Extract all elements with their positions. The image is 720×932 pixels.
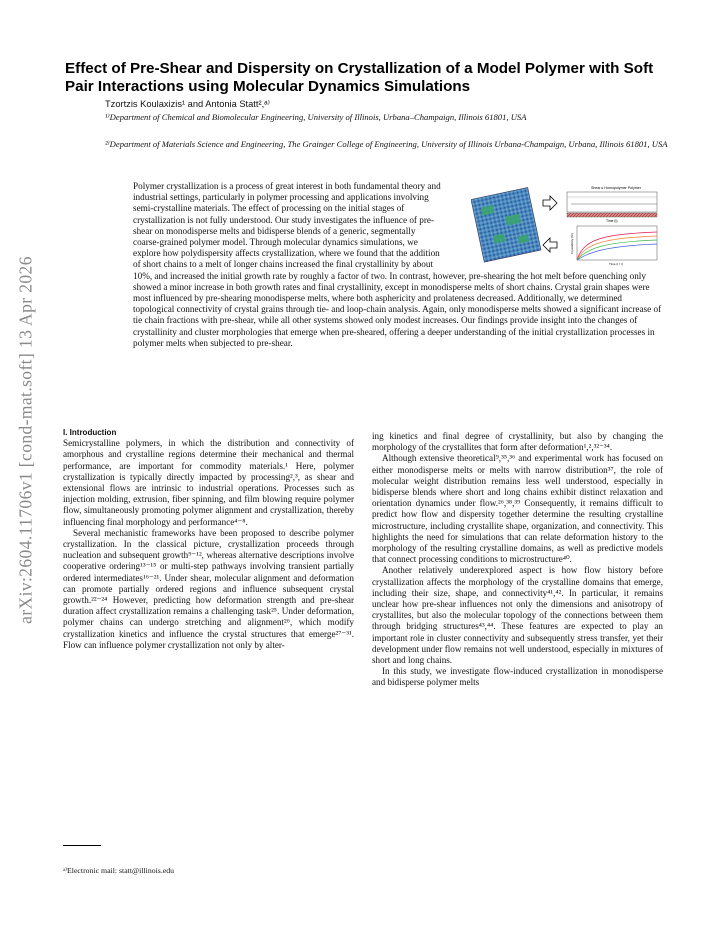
simulation-snapshot	[471, 187, 541, 262]
abstract-text: Polymer crystallization is a process of great interest in both fundamental theory and industrial settings, particularly in polymer processing and applications involving semi-crystalline materials. The effect of processing on the initial stages of crystallization is not fully understood. Our study investigates the influence of pre-shear on monodisperse melts and bidisperse blends of a generic, segmentally coarse-grained polymer model. Through molecular dynamics simulations, we explore how polydispersity affects crystallization, where we found that the addition of short chains to a melt of longer chains increased the final crystallinity by about 10%, and increased the initial growth rate by roughly a factor of two. In contrast, however, pre-shearing the hot melt before quenching only showed a minor increase in both growth rates and final crystallinity, except in monodisperse melts of short chains. Crystal grain shapes were most influenced by pre-shearing monodisperse melts, where both asphericity and prolateness decreased. Additionally, we determined topological connectivity of crystal grains through tie- and loop-chain analysis. Again, only monodisperse melts showed a significant increase of tie chain fractions with pre-shear, while all other systems showed only modest increases. Our findings provide insight into the changes of crystallinity and cluster morphologies that emerge when pre-sheared, offering a deeper understanding of the initial crystallization processes in polymer melts when subjected to pre-shear.	[133, 181, 662, 348]
left-arrow-icon	[543, 238, 557, 252]
toc-top-label: Shear ▸ Homopolymer Polymer	[591, 186, 641, 190]
toc-graphic	[471, 184, 667, 266]
arxiv-sidebar	[6, 230, 46, 650]
shear-protocol-plot	[567, 186, 657, 223]
footnote-rule	[63, 845, 101, 846]
section-heading: I. Introduction	[63, 428, 117, 437]
footnote: ᵃ⁾Electronic mail: statt@illinois.edu	[63, 866, 175, 875]
affiliation-2: ²⁾Department of Materials Science and Engineering, The Grainger College of Engineering, University of Illinois Urbana-Champaign, Urbana, Illinois 61801, USA	[105, 139, 668, 149]
paragraph: In this study, we investigate flow-induced crystallization in monodisperse and bidisperse polymer melts	[372, 666, 663, 688]
author-list: Tzortzis Koulaxizis¹ and Antonia Statt²,ᵃ⁾	[105, 99, 270, 109]
arxiv-identifier: arXiv:2604.11706v1 [cond-mat.soft] 13 Apr 2026	[15, 256, 36, 624]
toc-x-label-bottom: Time (t / τ)	[609, 262, 623, 266]
toc-y-label: Crystallinity (%)	[570, 233, 574, 254]
left-column	[63, 427, 354, 651]
affiliation-1: ¹⁾Department of Chemical and Biomolecular Engineering, University of Illinois, Urbana–Champaign, Illinois 61801, USA	[105, 112, 527, 122]
paragraph: ing kinetics and final degree of crystallinity, but also by changing the morphology of the crystallites that form after deformation¹,²,³²⁻³⁴.	[372, 431, 663, 453]
crystallinity-plot	[570, 226, 657, 266]
paragraph: Several mechanistic frameworks have been proposed to describe polymer crystallization. In the classical picture, crystallization proceeds through nucleation and subsequent growth⁹⁻¹², whereas alternative descriptions involve cooperative ordering¹³⁻¹⁵ or multi-step pathways involving transient partially ordered intermediates¹⁶⁻²¹. Under shear, molecular alignment and deformation can promote partially ordered regions and influence subsequent crystal growth.²²⁻²⁴ However, predicting how deformation strength and pre-shear duration affect crystallization remains a challenging task²⁵. Under deformation, polymer chains can undergo stretching and alignment²⁶, which modify crystallization kinetics and influence the crystal structures that emerge²⁷⁻³¹. Flow can influence polymer crystallization not only by alter-	[63, 527, 354, 650]
paragraph: Although extensive theoretical⁹,³⁵,³⁶ and experimental work has focused on either monodisperse melts or melts with narrow distribution³⁷, the role of molecular weight distribution remains less well understood, especially in bidisperse blends where short and long chains exhibit distinct relaxation and orientation dynamics under flow.²⁶,³⁸,³⁹ Consequently, it remains difficult to predict how flow and dispersity together determine the resulting crystalline microstructure, including crystallite shape, organization, and connectivity. This highlights the need for simulations that can relate deformation history to the morphology of the resulting crystalline domains, as well as predictive models that connect processing conditions to microstructure⁴⁰.	[372, 453, 663, 565]
right-column	[372, 431, 663, 689]
paragraph: Another relatively underexplored aspect is how flow history before crystallization affects the morphology of the crystalline domains that emerge, including their size, shape, and connectivity⁴¹,⁴². In particular, it remains unclear how pre-shear influences not only the dimensions and anisotropy of crystallites, but also the molecular topology of the connections between them through bridging structures⁴³,⁴⁴. These features are expected to play an important role in cluster connectivity and subsequently stress transfer, yet their development under flow remains not well understood, especially in mixtures of short and long chains.	[372, 565, 663, 666]
toc-x-label-top: Time (t)	[606, 219, 618, 223]
right-arrow-icon	[543, 196, 557, 210]
paragraph: Semicrystalline polymers, in which the distribution and connectivity of amorphous and crystalline regions determine their mechanical and thermal performance, are important for commodity materials.¹ Here, polymer crystallization is typically directly impacted by processing²,³, as shear and extensional flows are intrinsic to industrial operations. Processes such as injection molding, extrusion, fiber spinning, and film blowing require polymer flow, simultaneously promoting polymer alignment and crystallization, thereby influencing final morphology and performance⁴⁻⁸.	[63, 438, 354, 527]
paper-title: Effect of Pre-Shear and Dispersity on Crystallization of a Model Polymer with Soft Pair Interactions using Molecular Dynamics Simulations	[65, 60, 654, 95]
